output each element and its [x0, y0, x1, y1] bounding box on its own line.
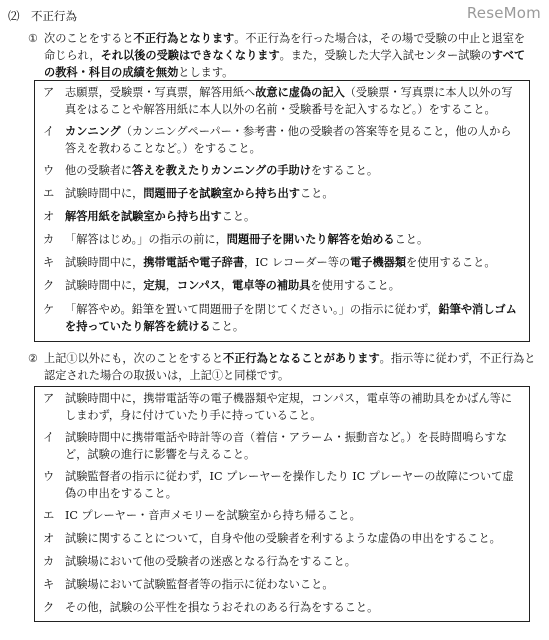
item-key: オ	[43, 532, 55, 545]
section1-item-ki	[43, 254, 521, 271]
section2-item-u	[43, 468, 521, 502]
emphasis-text: 答えを教えたりカンニングの手助け	[132, 163, 311, 177]
section1-item-i	[43, 123, 521, 157]
text-segment: こと。	[394, 233, 429, 246]
text-segment: ，	[165, 279, 177, 292]
item-text	[65, 507, 521, 524]
item-text	[65, 84, 521, 118]
text-segment: 上記①以外にも，次のことをすると	[44, 352, 224, 365]
section2-item-o	[43, 530, 521, 547]
emphasis-text: 故意に虚偽の記入	[255, 85, 345, 99]
item-key: カ	[43, 555, 55, 568]
item-key: キ	[43, 256, 55, 269]
text-segment: とします。	[178, 66, 234, 79]
emphasis-text: 問題冊子を開いたり解答を始める	[226, 232, 395, 246]
text-segment: こと。	[299, 187, 334, 200]
item-key: ク	[43, 279, 55, 292]
text-segment: 試験時間中に，	[65, 256, 144, 269]
text-segment: その他，試験の公平性を損なうおそれのある行為をすること。	[65, 601, 379, 614]
text-segment: 試験時間中に携帯電話や時計等の音（着信・アラーム・振動音など。）を長時間鳴らすなど，試験の進行に影響を与えること。	[65, 431, 507, 461]
text-segment: 試験場において試験監督者等の指示に従わないこと。	[65, 578, 334, 591]
item-key: ア	[43, 86, 55, 99]
text-segment: 試験時間中に，	[65, 187, 144, 200]
section1-item-ke	[43, 301, 521, 335]
item-key: ア	[43, 392, 55, 405]
emphasis-text: コンパス	[176, 278, 221, 292]
emphasis-text: 解答用紙を試験室から持ち出す	[65, 209, 222, 223]
text-segment: 他の受験者に	[65, 164, 133, 177]
section1-item-a	[43, 84, 521, 118]
text-segment: ，IC レコーダー等の	[244, 256, 351, 269]
text-segment: 試験時間中に，	[65, 279, 144, 292]
text-segment: 。指示等に従わず，不正行為と認定された場合の取扱いは，上記①と同様です。	[44, 352, 536, 382]
section2-item-ki	[43, 576, 521, 593]
text-segment: を使用すること。	[310, 279, 400, 292]
text-segment: 。不正行為を行った場合は，その場で受験の中止と退室を命じられ，	[44, 32, 526, 62]
item-text	[65, 123, 521, 157]
emphasis-text: カンニング	[65, 124, 121, 138]
emphasis-text: 不正行為となることがあります	[223, 351, 380, 365]
emphasis-text: 電子機器類	[350, 255, 407, 269]
item-text	[65, 390, 521, 424]
section2-list-box	[34, 386, 530, 622]
emphasis-text: 携帯電話や電子辞書	[143, 255, 245, 269]
item-text	[65, 301, 521, 335]
item-text	[65, 277, 521, 294]
section1-item-u	[43, 162, 521, 179]
text-segment: （受験票・写真票に本人以外の写真をはることや解答用紙に本人以外の名前・受験番号を記入するなど。）をすること。	[65, 86, 513, 116]
item-key: ウ	[43, 164, 55, 177]
emphasis-text: 電卓等の補助具	[232, 278, 311, 292]
item-text	[65, 553, 521, 570]
item-key: エ	[43, 187, 55, 200]
item-text	[65, 208, 521, 225]
text-segment: 。また，受験した大学入試センター試験の	[279, 49, 492, 62]
item-key: イ	[43, 431, 55, 444]
emphasis-text: 鉛筆や消しゴムを持っていたり解答を続ける	[65, 302, 517, 333]
section2-item-ka	[43, 553, 521, 570]
section2-item-ku	[43, 599, 521, 616]
item-key: イ	[43, 125, 55, 138]
text-segment: を使用すること。	[406, 256, 496, 269]
text-segment: 試験監督者の指示に従わず，IC プレーヤーを操作したり IC プレーヤーの故障について虚偽の申出をすること。	[65, 470, 514, 500]
item-text	[65, 254, 521, 271]
section1-list-box	[34, 80, 530, 342]
emphasis-text: 問題冊子を試験室から持ち出す	[143, 186, 300, 200]
item-text	[65, 599, 521, 616]
emphasis-text: 不正行為となります	[133, 31, 235, 45]
text-segment: 志願票，受験票・写真票，解答用紙へ	[65, 86, 256, 99]
text-segment: 「解答はじめ。」の指示の前に，	[65, 233, 227, 246]
item-key: カ	[43, 233, 55, 246]
section2-intro	[28, 350, 536, 384]
section1-item-ka	[43, 231, 521, 248]
emphasis-text: 定規	[143, 278, 166, 292]
item-key: ク	[43, 601, 55, 614]
text-segment: IC プレーヤー・音声メモリーを試験室から持ち帰ること。	[65, 509, 361, 522]
text-segment: 次のことをすると	[44, 32, 134, 45]
item-key: ウ	[43, 470, 55, 483]
item-key: ケ	[43, 303, 55, 316]
section-heading: ⑵ 不正行為	[8, 9, 77, 23]
text-segment: ，	[220, 279, 233, 292]
site-logo: ReseMom	[466, 4, 541, 22]
section1-item-e	[43, 185, 521, 202]
text-segment: 「解答やめ。鉛筆を置いて問題冊子を閉じてください。」の指示に従わず，	[65, 303, 439, 316]
item-text	[65, 162, 521, 179]
item-text	[65, 530, 521, 547]
text-segment: こと。	[221, 210, 256, 223]
text-segment: 試験場において他の受験者の迷惑となる行為をすること。	[65, 555, 356, 568]
text-segment: （カンニングペーパー・参考書・他の受験者の答案等を見ること，他の人から答えを教わることなど。）をすること。	[65, 125, 512, 155]
text-segment: 試験時間中に，携帯電話等の電子機器類や定規，コンパス，電卓等の補助具をかばん等にしまわず，身に付けていたり手に持っていること。	[65, 392, 513, 422]
text-segment: 試験に関することについて，自身や他の受験者を利するような虚偽の申出をすること。	[65, 532, 501, 545]
emphasis-text: すべての教科・科目の成績を無効	[44, 48, 526, 79]
section2-number: ②	[28, 352, 39, 365]
item-text	[65, 576, 521, 593]
item-key: キ	[43, 578, 55, 591]
item-text	[65, 429, 521, 463]
section2-intro-text	[28, 350, 536, 384]
section1-item-o	[43, 208, 521, 225]
section1-intro-text	[28, 30, 536, 81]
section1-item-ku	[43, 277, 521, 294]
text-segment: こと。	[210, 320, 245, 333]
section2-item-e	[43, 507, 521, 524]
item-text	[65, 468, 521, 502]
item-key: オ	[43, 210, 55, 223]
section2-item-i	[43, 429, 521, 463]
section1-intro	[28, 30, 536, 81]
text-segment: をすること。	[310, 164, 379, 177]
section1-number: ①	[28, 32, 39, 45]
section2-item-a	[43, 390, 521, 424]
item-text	[65, 185, 521, 202]
item-text	[65, 231, 521, 248]
emphasis-text: それ以後の受験はできなくなります	[100, 48, 280, 62]
item-key: エ	[43, 509, 55, 522]
